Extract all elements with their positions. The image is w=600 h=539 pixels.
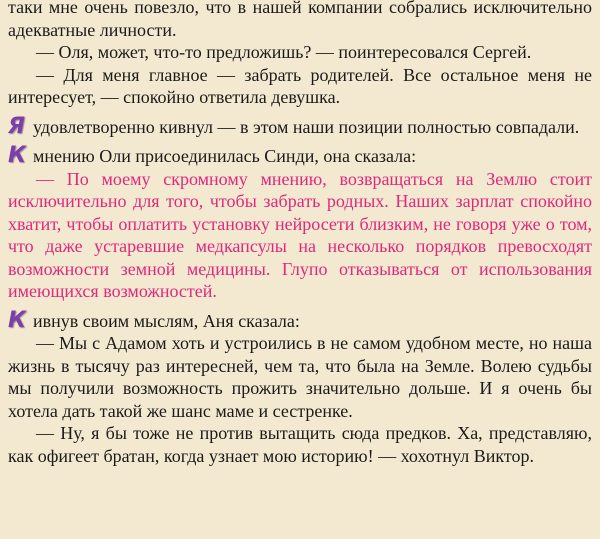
dropcap-letter: Я bbox=[8, 113, 25, 139]
paragraph-dialogue-olya-answer: — Для меня главное — забрать родителей. Все остальное меня не интересует, — спокойно ответила девушка. bbox=[8, 64, 592, 107]
paragraph-text: удовлетворенно кивнул — в этом наши позиции полностью совпадали. bbox=[33, 116, 580, 137]
dropcap-letter: К bbox=[8, 307, 26, 333]
paragraph-anya-intro bbox=[8, 307, 592, 333]
paragraph-dialogue-olya-question: — Оля, может, что-то предложишь? — поинтересовался Сергей. bbox=[36, 42, 532, 62]
paragraph-continuation: таки мне очень повезло, что в нашей компании собрались исключительно адекватные личности. bbox=[8, 0, 592, 40]
paragraph-text: мнению Оли присоединилась Синди, она сказала: bbox=[33, 146, 417, 166]
paragraph-cindy-speech: — По моему скромному мнению, возвращаться на Землю стоит исключительно для того, чтобы забрать родных. Наших зарплат спокойно хватит, чтобы оплатить установку нейросети близким, не говоря уже о том, что даже устаревшие медкапсулы на несколько порядков превосходят возможности земной медицины. Глупо отказываться от использования имеющихся возможностей. bbox=[8, 168, 592, 301]
paragraph-cindy-intro bbox=[8, 145, 592, 168]
paragraph-text: ивнув своим мыслям, Аня сказала: bbox=[33, 310, 300, 331]
paragraph-viktor-speech: — Ну, я бы тоже не против вытащить сюда предков. Ха, представляю, как офигеет братан, когда узнает мою историю! — хохотнул Виктор. bbox=[8, 423, 592, 466]
dropcap-letter: К bbox=[8, 143, 26, 168]
paragraph-anya-speech: — Мы с Адамом хоть и устроились в не самом удобном месте, но наша жизнь в тысячу раз интересней, чем та, что была на Земле. Волею судьбы мы получили возможность прожить значительно дольше. И я очень бы хотела дать такой же шанс маме и сестренке. bbox=[8, 333, 592, 421]
paragraph-nod bbox=[8, 113, 592, 139]
